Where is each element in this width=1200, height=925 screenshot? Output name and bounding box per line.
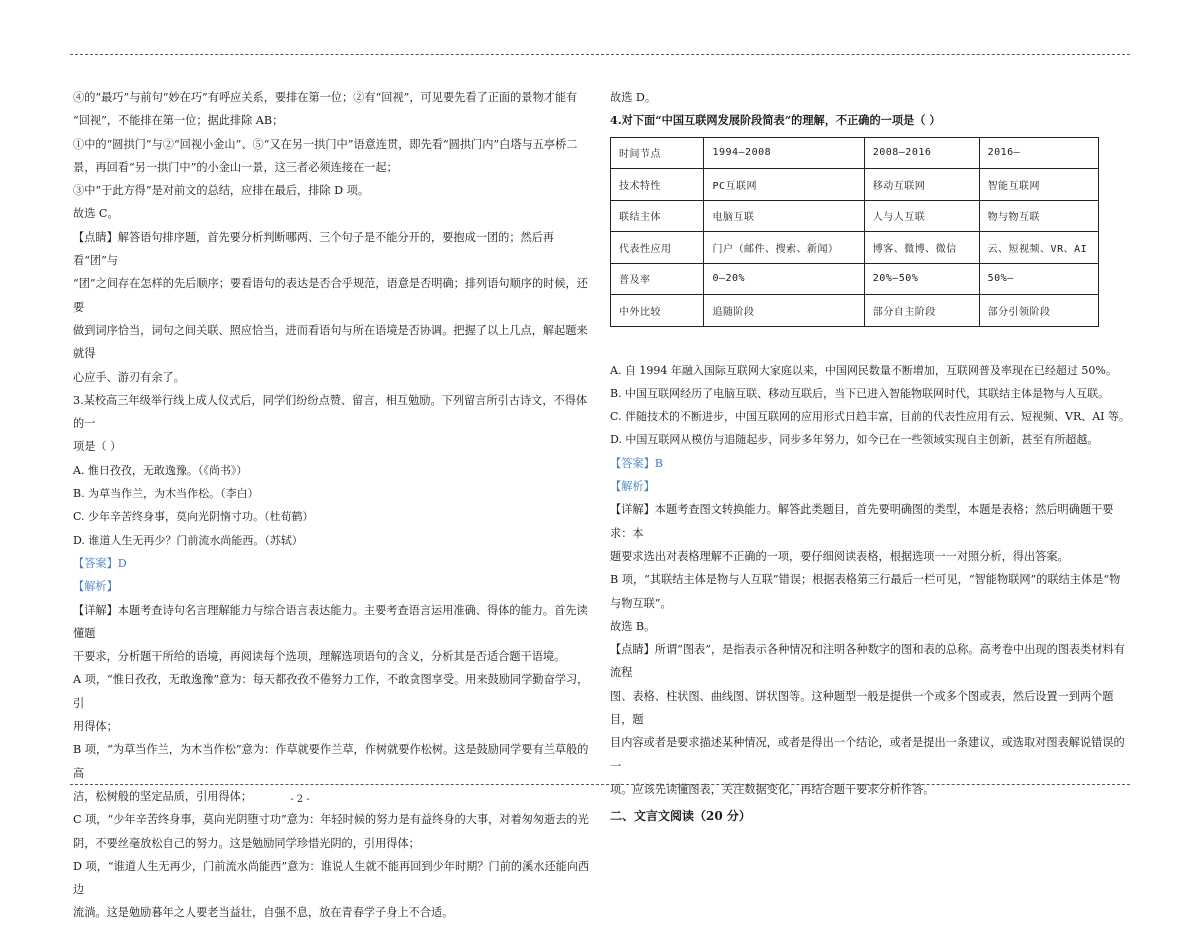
detail-line-4: 与物互联”。 xyxy=(610,596,672,610)
text-line-11: 3.某校高三年级举行线上成人仪式后，同学们纷纷点赞、留言，相互勉励。下列留言所引古诗文，不得体的一 xyxy=(73,393,588,431)
table-cell: 追随阶段 xyxy=(704,295,864,327)
table-row xyxy=(611,169,1099,201)
detail-line-3: B 项，“其联结主体是物与人互联”错误；根据表格第三行最后一栏可见，“智能物联网”的联结主体是“物 xyxy=(610,573,1121,587)
q3-options xyxy=(73,459,593,552)
header-rule xyxy=(70,54,1130,55)
q3-analysis-label: 【解析】 xyxy=(73,580,118,594)
row-header-cell: 时间节点 xyxy=(611,137,704,169)
detail-line-1: 【详解】本题考查图文转换能力。解答此类题目，首先要明确图的类型，本题是表格；然后明确题干要求：本 xyxy=(610,503,1114,540)
text-line-9: 做到词序恰当，词句之间关联、照应恰当，进而看语句与所在语境是否协调。把握了以上几点，解起题来就得 xyxy=(73,323,588,361)
q4-options xyxy=(610,359,1135,452)
left-column xyxy=(73,86,593,925)
table-row xyxy=(611,232,1099,264)
table-cell: 电脑互联 xyxy=(704,200,864,232)
table-row xyxy=(611,137,1099,169)
option-1: A. 惟日孜孜，无敢逸豫。（《尚书》） xyxy=(73,463,248,477)
table-cell: 20%—50% xyxy=(864,263,979,295)
detail-line-8: 阴，不要丝毫放松自己的努力。这是勉励同学珍惜光阴的，引用得体； xyxy=(73,836,420,850)
detail-line-5: B 项，“为草当作兰，为木当作松”意为：作草就要作兰草，作树就要作松树。这是鼓励同学要有兰草般的高 xyxy=(73,743,589,780)
detail-line-6: 【点睛】所谓“图表”，是指表示各种情况和注明各种数字的图和表的总称。高考卷中出现的图表类材料有流程 xyxy=(610,643,1125,680)
detail-line-2: 干要求，分析题干所给的语境，再阅读每个选项，理解选项语句的含义，分析其是否适合题干语境。 xyxy=(73,650,566,664)
detail-line-5: 故选 B。 xyxy=(610,619,656,633)
table-row xyxy=(611,200,1099,232)
row-header-cell: 技术特性 xyxy=(611,169,704,201)
left-text-block xyxy=(73,86,593,459)
q4-analysis-label: 【解析】 xyxy=(610,480,655,494)
detail-line-7: C 项，“少年辛苦终身事，莫向光阴堕寸功”意为：年轻时候的努力是有益终身的大事，对着匆匆逝去的光 xyxy=(73,813,589,827)
table-cell: 博客、微博、微信 xyxy=(864,232,979,264)
table-cell: 物与物互联 xyxy=(979,200,1098,232)
detail-line-10: 流淌。这是勉励暮年之人要老当益壮，自强不息，放在青春学子身上不合适。 xyxy=(73,906,454,920)
q3-detail-block xyxy=(73,599,593,925)
table-cell: 移动互联网 xyxy=(864,169,979,201)
option-2: B. 中国互联网经历了电脑互联、移动互联后，当下已进入智能物联网时代，其联结主体是物与人互联。 xyxy=(610,386,1110,400)
detail-line-7: 图、表格、柱状图、曲线图、饼状图等。这种题型一般是提供一个或多个图或表，然后设置一到两个题目，题 xyxy=(610,689,1114,727)
internet-stage-table xyxy=(610,137,1099,327)
option-2: B. 为草当作兰，为木当作松。（李白） xyxy=(73,487,259,501)
table-cell: PC互联网 xyxy=(704,169,864,201)
detail-line-3: A 项，“惟日孜孜，无敢逸豫”意为：每天都孜孜不倦努力工作，不敢贪图享受。用来鼓励同学勤奋学习，引 xyxy=(73,673,589,710)
row-header-cell: 联结主体 xyxy=(611,200,704,232)
text-line-3: ①中的“圆拱门”与②“回视小金山”、⑤“又在另一拱门中”语意连贯，即先看“圆拱门内”白塔与五亭桥二 xyxy=(73,137,578,151)
page-number: - 2 - xyxy=(290,794,310,805)
table-cell: 云、短视频、VR、AI xyxy=(979,232,1098,264)
table-cell: 部分自主阶段 xyxy=(864,295,979,327)
text-line-6: 故选 C。 xyxy=(73,207,119,221)
table-cell: 50%— xyxy=(979,263,1098,295)
table-cell: 智能互联网 xyxy=(979,169,1098,201)
table-row xyxy=(611,263,1099,295)
text-line-10: 心应手、游刃有余了。 xyxy=(73,370,185,384)
text-line-7: 【点睛】解答语句排序题，首先要分析判断哪两、三个句子是不能分开的，要抱成一团的；然后再看“团”与 xyxy=(73,230,555,268)
detail-line-9: 项。应该先读懂图表，关注数据变化，再结合题干要求分析作答。 xyxy=(610,782,935,796)
footer-rule xyxy=(70,784,1130,785)
detail-line-4: 用得体； xyxy=(73,720,118,734)
text-line-5: ③中“于此方得”是对前文的总结，应排在最后，排除 D 项。 xyxy=(73,184,370,198)
row-header-cell: 中外比较 xyxy=(611,295,704,327)
q3-conclusion: 故选 D。 xyxy=(610,91,657,104)
right-column xyxy=(610,86,1135,829)
q3-answer: 【答案】D xyxy=(73,556,127,570)
detail-line-6: 洁，松树般的坚定品质，引用得体； xyxy=(73,789,253,803)
option-1: A. 自 1994 年融入国际互联网大家庭以来，中国网民数量不断增加，互联网普及率现在已经超过 50%。 xyxy=(610,363,1117,377)
detail-line-2: 题要求选出对表格理解不正确的一项，要仔细阅读表格，根据选项一一对照分析，得出答案。 xyxy=(610,549,1069,563)
option-3: C. 少年辛苦终身事，莫向光阴惰寸功。（杜荀鹤） xyxy=(73,510,314,524)
row-header-cell: 普及率 xyxy=(611,263,704,295)
option-4: D. 中国互联网从模仿与追随起步，同步多年努力，如今已在一些领域实现自主创新，甚至有所超越。 xyxy=(610,433,1099,447)
detail-line-8: 目内容或者是要求描述某种情况，或者是得出一个结论，或者是提出一条建议，或选取对图表解说错误的一 xyxy=(610,736,1125,773)
table-cell: 人与人互联 xyxy=(864,200,979,232)
detail-line-1: 【详解】本题考查诗句名言理解能力与综合语言表达能力。主要考查语言运用准确、得体的能力。首先读懂题 xyxy=(73,603,588,640)
q4-answer: 【答案】B xyxy=(610,456,663,470)
detail-line-9: D 项，“谁道人生无再少，门前流水尚能西”意为：谁说人生就不能再回到少年时期？门前的溪水还能向西边 xyxy=(73,859,590,897)
table-cell: 0—20% xyxy=(704,263,864,295)
table-cell: 2008—2016 xyxy=(864,137,979,169)
text-line-2: “回视”，不能排在第一位；据此排除 AB； xyxy=(73,114,284,128)
text-line-8: “团”之间存在怎样的先后顺序；要看语句的表达是否合乎规范，语意是否明确；排列语句顺序的时候，还要 xyxy=(73,277,588,314)
section-heading: 二、文言文阅读（20 分） xyxy=(610,809,751,824)
text-line-12: 项是（ ） xyxy=(73,440,122,454)
row-header-cell: 代表性应用 xyxy=(611,232,704,264)
q4-detail-block xyxy=(610,498,1135,801)
option-3: C. 伴随技术的不断进步，中国互联网的应用形式日趋丰富，目前的代表性应用有云、短视频、VR、AI 等。 xyxy=(610,410,1131,424)
table-cell: 门户（邮件、搜索、新闻） xyxy=(704,232,864,264)
table-row xyxy=(611,295,1099,327)
text-line-4: 景，再回看“另一拱门中”的小金山一景，这三者必须连接在一起； xyxy=(73,160,398,174)
table-cell: 部分引领阶段 xyxy=(979,295,1098,327)
text-line-1: ④的“最巧”与前句“妙在巧”有呼应关系，要排在第一位；②有“回视”，可见要先看了正面的景物才能有 xyxy=(73,91,578,104)
q4-stem: 4.对下面“中国互联网发展阶段简表”的理解，不正确的一项是（ ） xyxy=(610,113,941,128)
table-cell: 1994—2008 xyxy=(704,137,864,169)
option-4: D. 谁道人生无再少？门前流水尚能西。（苏轼） xyxy=(73,533,303,547)
table-cell: 2016— xyxy=(979,137,1098,169)
